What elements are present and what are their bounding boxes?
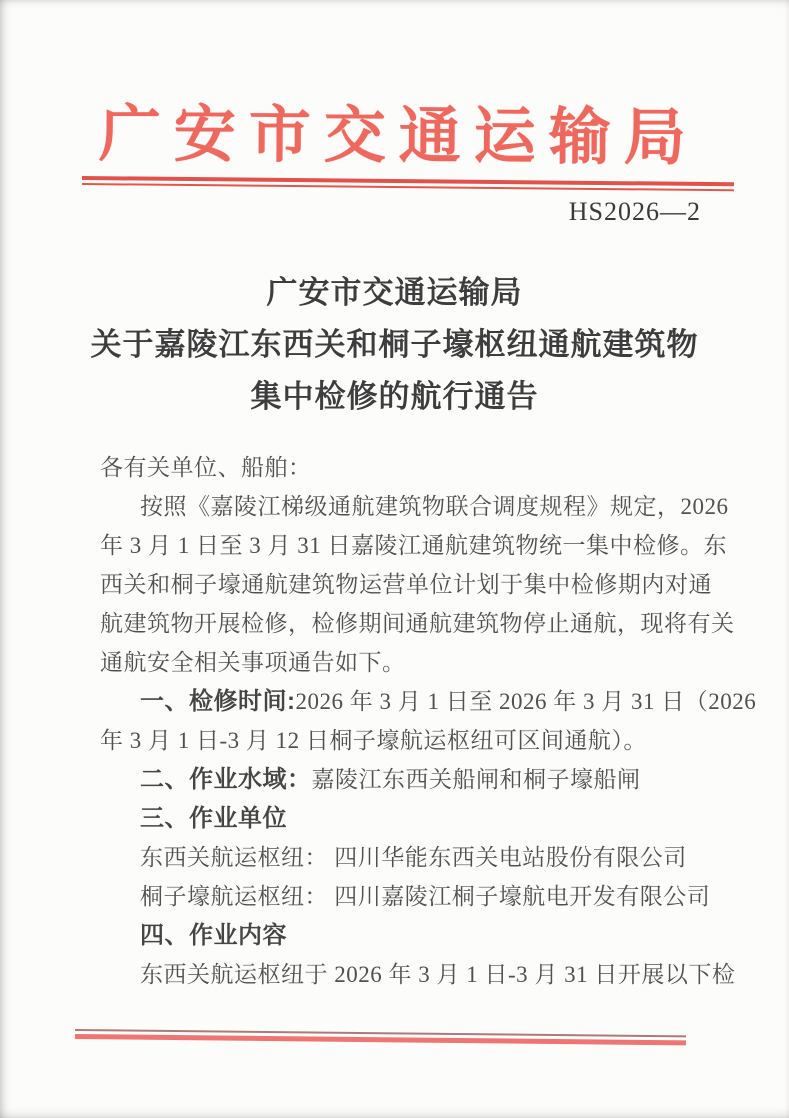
- line-text: 年 3 月 1 日-3 月 12 日桐子壕航运枢纽可区间通航）。: [100, 728, 647, 753]
- body-line: [100, 526, 727, 565]
- letterhead-divider: [82, 176, 734, 191]
- title-line-3: 集中检修的航行通告: [250, 379, 539, 414]
- line-text: 通航安全相关事项通告如下。: [100, 650, 406, 675]
- body-line: [100, 877, 712, 916]
- body-line: [100, 643, 712, 682]
- section-heading-1: 一、检修时间:: [140, 688, 296, 715]
- line-text: 嘉陵江东西关船闸和桐子壕船闸: [311, 767, 641, 792]
- letterhead-agency-name: 广安市交通运输局: [98, 100, 699, 173]
- body-line: [100, 565, 712, 604]
- document-number: HS2026—2: [568, 197, 701, 226]
- line-text: 年 3 月 1 日至 3 月 31 日嘉陵江通航建筑物统一集中检修。东: [100, 533, 727, 558]
- line-text: 东西关航运枢纽于 2026 年 3 月 1 日-3 月 31 日开展以下检: [140, 962, 736, 987]
- title-line-2: 关于嘉陵江东西关和桐子壕枢纽通航建筑物: [90, 327, 699, 362]
- body-line: [100, 916, 712, 955]
- salutation-line: [100, 448, 712, 487]
- line-text: 桐子壕航运枢纽： 四川嘉陵江桐子壕航电开发有限公司: [140, 884, 711, 909]
- section-heading-2: 二、作业水域：: [140, 766, 312, 793]
- line-text: 东西关航运枢纽： 四川华能东西关电站股份有限公司: [140, 845, 687, 870]
- document-body: [100, 448, 757, 994]
- body-line: [100, 721, 712, 760]
- line-text: 航建筑物开展检修，检修期间通航建筑物停止通航，现将有关: [100, 611, 735, 636]
- body-line: [100, 955, 736, 994]
- body-line: [100, 487, 729, 526]
- body-line: [100, 838, 712, 877]
- line-text: 2026 年 3 月 1 日至 2026 年 3 月 31 日（2026: [295, 689, 757, 714]
- section-heading-4: 四、作业内容: [140, 922, 287, 949]
- line-text: 各有关单位、船舶：: [100, 455, 312, 480]
- body-line: [100, 604, 735, 643]
- body-line: [100, 760, 712, 799]
- body-line: [100, 799, 712, 838]
- line-text: 西关和桐子壕通航建筑物运营单位计划于集中检修期内对通: [100, 572, 712, 597]
- line-text: 按照《嘉陵江梯级通航建筑物联合调度规程》规定，2026: [140, 494, 729, 519]
- title-line-1: 广安市交通运输局: [266, 275, 523, 310]
- body-line: [100, 682, 757, 721]
- section-heading-3: 三、作业单位: [140, 805, 287, 832]
- footer-divider: [75, 1029, 686, 1045]
- document-title: [0, 267, 789, 423]
